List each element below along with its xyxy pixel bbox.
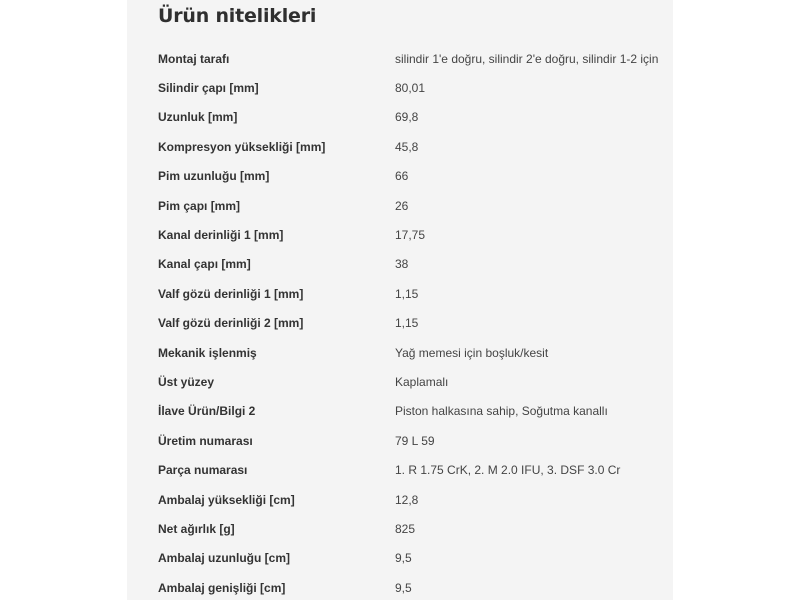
spec-value: 69,8: [395, 110, 419, 125]
spec-row: [127, 162, 673, 191]
spec-label: Valf gözü derinliği 1 [mm]: [158, 286, 304, 301]
spec-label: Kanal çapı [mm]: [158, 257, 251, 272]
spec-label: Valf gözü derinliği 2 [mm]: [158, 316, 304, 331]
spec-value: Kaplamalı: [395, 374, 449, 389]
spec-label: Kompresyon yüksekliği [mm]: [158, 139, 326, 154]
spec-row: [127, 544, 673, 573]
spec-table: [127, 44, 673, 600]
spec-value: Yağ memesi için boşluk/kesit: [395, 345, 549, 360]
spec-label: Pim uzunluğu [mm]: [158, 169, 270, 184]
section-title: Ürün nitelikleri: [158, 5, 317, 27]
spec-label: Ambalaj genişliği [cm]: [158, 580, 286, 595]
spec-value: silindir 1'e doğru, silindir 2'e doğru, silindir 1-2 için: [395, 51, 659, 66]
spec-label: Net ağırlık [g]: [158, 521, 235, 536]
spec-label: Silindir çapı [mm]: [158, 81, 259, 96]
spec-value: 9,5: [395, 580, 412, 595]
spec-label: Ambalaj yüksekliği [cm]: [158, 492, 295, 507]
spec-value: 79 L 59: [395, 433, 435, 448]
spec-value: 45,8: [395, 139, 419, 154]
spec-value: 66: [395, 169, 409, 184]
spec-value: 38: [395, 257, 409, 272]
spec-row: [127, 514, 673, 543]
spec-row: [127, 103, 673, 132]
spec-value: 17,75: [395, 228, 426, 243]
product-attributes-panel: [127, 0, 673, 600]
spec-label: Mekanik işlenmiş: [158, 345, 257, 360]
spec-row: [127, 338, 673, 367]
spec-row: [127, 220, 673, 249]
spec-value: 12,8: [395, 492, 419, 507]
spec-row: [127, 397, 673, 426]
spec-row: [127, 485, 673, 514]
spec-row: [127, 191, 673, 220]
spec-value: 80,01: [395, 81, 426, 96]
spec-row: [127, 44, 673, 73]
spec-label: Pim çapı [mm]: [158, 198, 241, 213]
spec-row: [127, 279, 673, 308]
spec-label: Üst yüzey: [158, 374, 215, 389]
spec-label: Kanal derinliği 1 [mm]: [158, 228, 284, 243]
spec-label: İlave Ürün/Bilgi 2: [158, 404, 256, 419]
spec-label: Üretim numarası: [158, 433, 253, 448]
spec-label: Parça numarası: [158, 463, 248, 478]
spec-row: [127, 250, 673, 279]
spec-value: 9,5: [395, 551, 412, 566]
spec-value: 825: [395, 521, 416, 536]
spec-value: Piston halkasına sahip, Soğutma kanallı: [395, 404, 608, 419]
spec-row: [127, 309, 673, 338]
spec-label: Ambalaj uzunluğu [cm]: [158, 551, 290, 566]
spec-value: 1. R 1.75 CrK, 2. M 2.0 IFU, 3. DSF 3.0 Cr: [395, 463, 621, 478]
spec-value: 1,15: [395, 286, 419, 301]
spec-row: [127, 573, 673, 600]
spec-row: [127, 132, 673, 161]
spec-value: 26: [395, 198, 409, 213]
spec-row: [127, 455, 673, 484]
spec-row: [127, 73, 673, 102]
spec-row: [127, 426, 673, 455]
spec-label: Uzunluk [mm]: [158, 110, 238, 125]
spec-value: 1,15: [395, 316, 419, 331]
spec-row: [127, 367, 673, 396]
spec-label: Montaj tarafı: [158, 51, 230, 66]
